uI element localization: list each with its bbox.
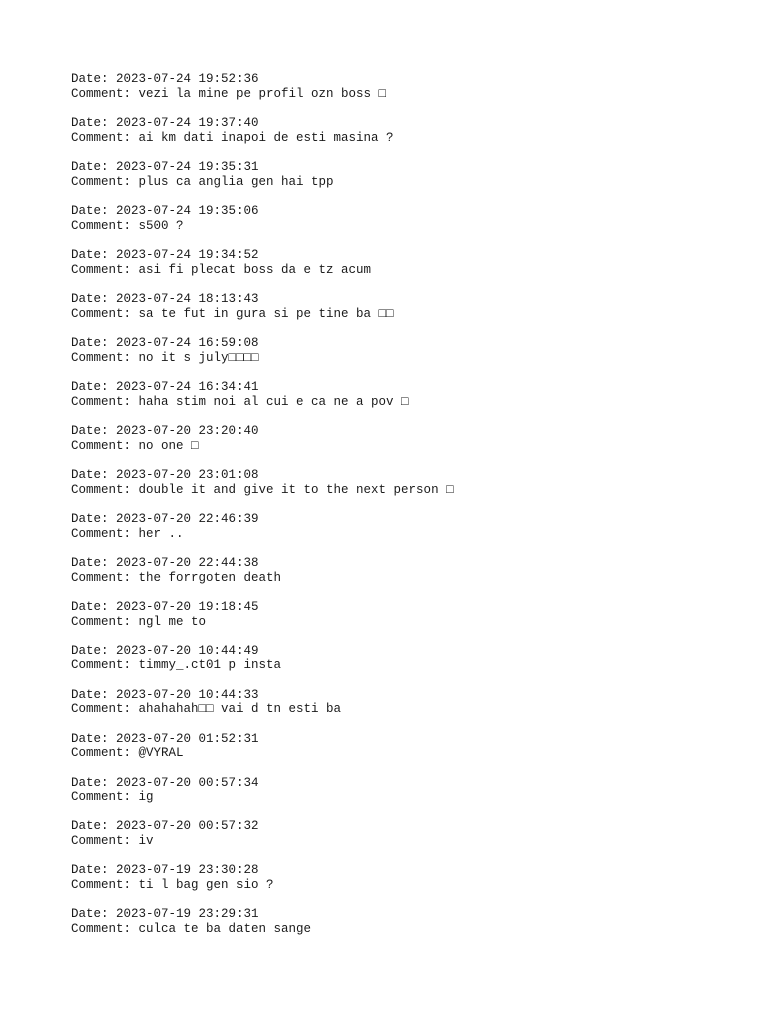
date-label: Date: [71, 731, 117, 746]
comment-line [71, 658, 751, 673]
date-line [71, 116, 751, 131]
date-label: Date: [71, 555, 117, 570]
comment-entry [71, 556, 751, 586]
date-label: Date: [71, 423, 117, 438]
comment-entry [71, 424, 751, 454]
date-line [71, 907, 751, 922]
comment-line [71, 483, 751, 498]
comment-entry [71, 512, 751, 542]
date-value: 2023-07-24 18:13:43 [116, 291, 259, 306]
comment-line [71, 351, 751, 366]
date-line [71, 600, 751, 615]
date-label: Date: [71, 643, 117, 658]
date-line [71, 863, 751, 878]
comment-text: culca te ba daten sange [138, 922, 312, 937]
comment-line [71, 439, 751, 454]
comment-label: Comment: [71, 394, 139, 409]
date-label: Date: [71, 115, 117, 130]
date-line [71, 732, 751, 747]
comment-line [71, 571, 751, 586]
comment-text: vezi la mine pe profil ozn boss □ [138, 86, 387, 101]
comment-label: Comment: [71, 790, 139, 805]
date-label: Date: [71, 247, 117, 262]
date-value: 2023-07-19 23:29:31 [116, 907, 259, 922]
date-line [71, 556, 751, 571]
comment-text: plus ca anglia gen hai tpp [138, 174, 334, 189]
comment-label: Comment: [71, 174, 139, 189]
comment-text: asi fi plecat boss da e tz acum [138, 262, 372, 277]
date-label: Date: [71, 335, 117, 350]
date-value: 2023-07-20 22:44:38 [116, 555, 259, 570]
comment-text: ai km dati inapoi de esti masina ? [138, 130, 394, 145]
comment-line [71, 87, 751, 102]
date-value: 2023-07-20 23:20:40 [116, 423, 259, 438]
comment-label: Comment: [71, 438, 139, 453]
comment-entry [71, 819, 751, 849]
date-value: 2023-07-20 01:52:31 [116, 731, 259, 746]
date-line [71, 204, 751, 219]
comment-label: Comment: [71, 306, 139, 321]
comment-text: s500 ? [138, 218, 184, 233]
comment-text: ig [138, 790, 154, 805]
date-label: Date: [71, 687, 117, 702]
date-line [71, 248, 751, 263]
comment-line [71, 263, 751, 278]
date-value: 2023-07-20 10:44:33 [116, 687, 259, 702]
date-label: Date: [71, 72, 117, 86]
date-line [71, 72, 751, 87]
comment-label: Comment: [71, 350, 139, 365]
comment-text: @VYRAL [138, 746, 184, 761]
comment-entry [71, 116, 751, 146]
comment-entry [71, 732, 751, 762]
comment-entry [71, 292, 751, 322]
date-label: Date: [71, 775, 117, 790]
comment-text: ngl me to [138, 614, 207, 629]
comment-text: ahahahah□□ vai d tn esti ba [138, 702, 342, 717]
date-line [71, 468, 751, 483]
date-label: Date: [71, 819, 117, 834]
date-value: 2023-07-20 22:46:39 [116, 511, 259, 526]
comment-label: Comment: [71, 526, 139, 541]
comment-label: Comment: [71, 614, 139, 629]
comment-label: Comment: [71, 86, 139, 101]
date-line [71, 644, 751, 659]
date-line [71, 819, 751, 834]
date-value: 2023-07-24 16:34:41 [116, 379, 259, 394]
date-line [71, 512, 751, 527]
date-line [71, 424, 751, 439]
date-label: Date: [71, 599, 117, 614]
date-label: Date: [71, 863, 117, 878]
comment-line [71, 790, 751, 805]
date-line [71, 688, 751, 703]
date-value: 2023-07-20 00:57:34 [116, 775, 259, 790]
comment-text: timmy_.ct01 p insta [138, 658, 282, 673]
comment-entry [71, 688, 751, 718]
comment-entry [71, 72, 751, 102]
date-line [71, 336, 751, 351]
comment-line [71, 131, 751, 146]
date-line [71, 776, 751, 791]
comment-entry [71, 863, 751, 893]
comment-log-page [71, 72, 751, 951]
date-value: 2023-07-24 19:35:31 [116, 159, 259, 174]
comment-line [71, 702, 751, 717]
comment-label: Comment: [71, 130, 139, 145]
comment-entry [71, 907, 751, 937]
comment-entry [71, 380, 751, 410]
date-value: 2023-07-20 10:44:49 [116, 643, 259, 658]
date-label: Date: [71, 907, 117, 922]
comment-label: Comment: [71, 702, 139, 717]
date-line [71, 292, 751, 307]
date-value: 2023-07-24 19:35:06 [116, 203, 259, 218]
comment-text: her .. [138, 526, 184, 541]
date-label: Date: [71, 379, 117, 394]
comment-text: sa te fut in gura si pe tine ba □□ [138, 306, 394, 321]
date-value: 2023-07-20 19:18:45 [116, 599, 259, 614]
date-value: 2023-07-24 19:52:36 [116, 72, 259, 86]
date-value: 2023-07-19 23:30:28 [116, 863, 259, 878]
date-value: 2023-07-24 19:37:40 [116, 115, 259, 130]
comment-label: Comment: [71, 262, 139, 277]
comment-label: Comment: [71, 878, 139, 893]
date-value: 2023-07-24 16:59:08 [116, 335, 259, 350]
comment-label: Comment: [71, 922, 139, 937]
comment-entry [71, 468, 751, 498]
comment-label: Comment: [71, 570, 139, 585]
comment-text: haha stim noi al cui e ca ne a pov □ [138, 394, 409, 409]
comment-label: Comment: [71, 746, 139, 761]
comment-line [71, 878, 751, 893]
comment-line [71, 615, 751, 630]
comment-line [71, 175, 751, 190]
comment-text: double it and give it to the next person □ [138, 482, 454, 497]
date-label: Date: [71, 159, 117, 174]
comment-entry [71, 600, 751, 630]
comment-line [71, 307, 751, 322]
comment-entry [71, 204, 751, 234]
comment-text: ti l bag gen sio ? [138, 878, 274, 893]
comment-line [71, 746, 751, 761]
comment-entry [71, 644, 751, 674]
date-label: Date: [71, 291, 117, 306]
comment-label: Comment: [71, 218, 139, 233]
comment-text: iv [138, 834, 154, 849]
comment-text: no it s july□□□□ [138, 350, 259, 365]
comment-line [71, 834, 751, 849]
date-line [71, 160, 751, 175]
comment-list [71, 72, 751, 937]
date-label: Date: [71, 511, 117, 526]
comment-entry [71, 776, 751, 806]
comment-line [71, 219, 751, 234]
comment-line [71, 922, 751, 937]
comment-line [71, 395, 751, 410]
comment-label: Comment: [71, 834, 139, 849]
comment-entry [71, 336, 751, 366]
date-label: Date: [71, 467, 117, 482]
comment-label: Comment: [71, 482, 139, 497]
comment-text: no one □ [138, 438, 199, 453]
date-value: 2023-07-24 19:34:52 [116, 247, 259, 262]
comment-entry [71, 160, 751, 190]
comment-text: the forrgoten death [138, 570, 282, 585]
comment-line [71, 527, 751, 542]
comment-entry [71, 248, 751, 278]
date-value: 2023-07-20 00:57:32 [116, 819, 259, 834]
date-label: Date: [71, 203, 117, 218]
comment-label: Comment: [71, 658, 139, 673]
date-line [71, 380, 751, 395]
date-value: 2023-07-20 23:01:08 [116, 467, 259, 482]
